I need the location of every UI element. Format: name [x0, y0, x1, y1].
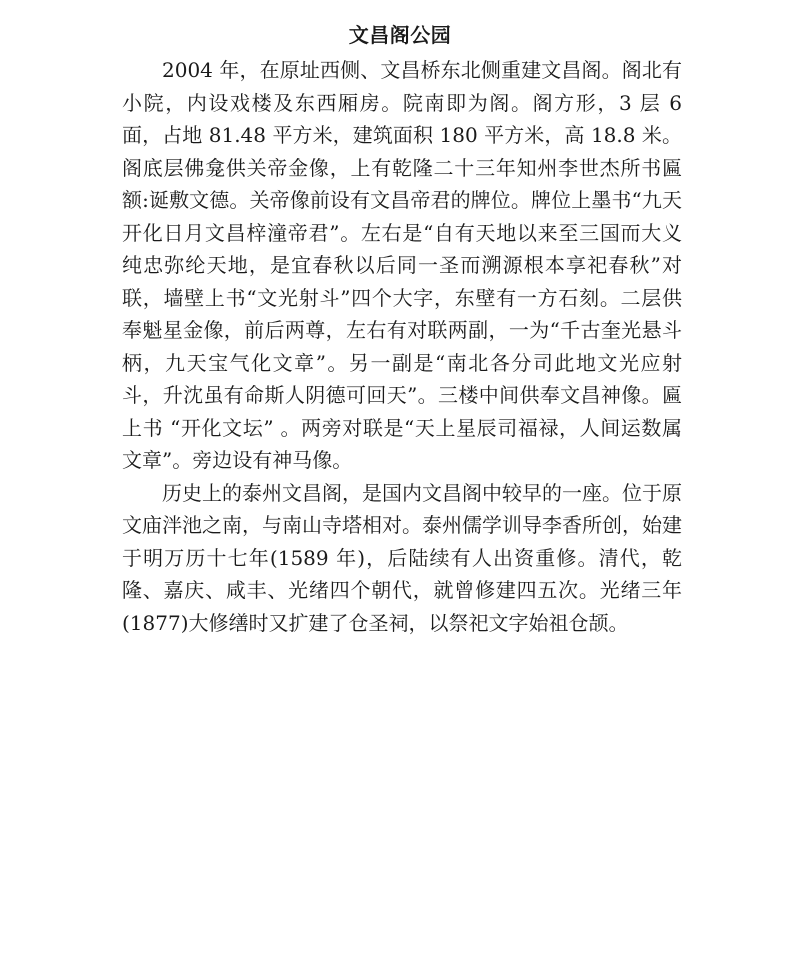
document-body — [122, 54, 682, 639]
paragraph-2: 历史上的泰州文昌阁，是国内文昌阁中较早的一座。位于原文庙泮池之南，与南山寺塔相对。泰州儒学训导李香所创，始建于明万历十七年(1589 年)，后陆续有人出资重修。清代，乾隆、嘉庆、咸丰、光绪四个朝代，就曾修建四五次。光绪三年(1877)大修缮时又扩建了仓圣祠，以祭祀文字始祖仓颉。 — [122, 480, 682, 635]
document-title: 文昌阁公园 — [348, 23, 452, 47]
paragraph-1: 2004 年，在原址西侧、文昌桥东北侧重建文昌阁。阁北有小院，内设戏楼及东西厢房。院南即为阁。阁方形，3 层 6 面，占地 81.48 平方米，建筑面积 180 平方米，高 18.8 米。阁底层佛龛供关帝金像，上有乾隆二十三年知州李世杰所书匾额:诞敷文德。关帝像前设有文昌帝君的牌位。牌位上墨书“九天开化日月文昌梓潼帝君”。左右是“自有天地以来至三国而大义纯忠弥纶天地，是宜春秋以后同一圣而溯源根本享祀春秋”对联，墙壁上书“文光射斗”四个大字，东壁有一方石刻。二层供奉魁星金像，前后两尊，左右有对联两副，一为“千古奎光悬斗柄，九天宝气化文章”。另一副是“南北各分司此地文光应射斗，升沈虽有命斯人阴德可回天”。三楼中间供奉文昌神像。匾上书 “开化文坛” 。两旁对联是“天上星辰司福禄，人间运数属文章”。旁边设有神马像。 — [122, 58, 682, 472]
